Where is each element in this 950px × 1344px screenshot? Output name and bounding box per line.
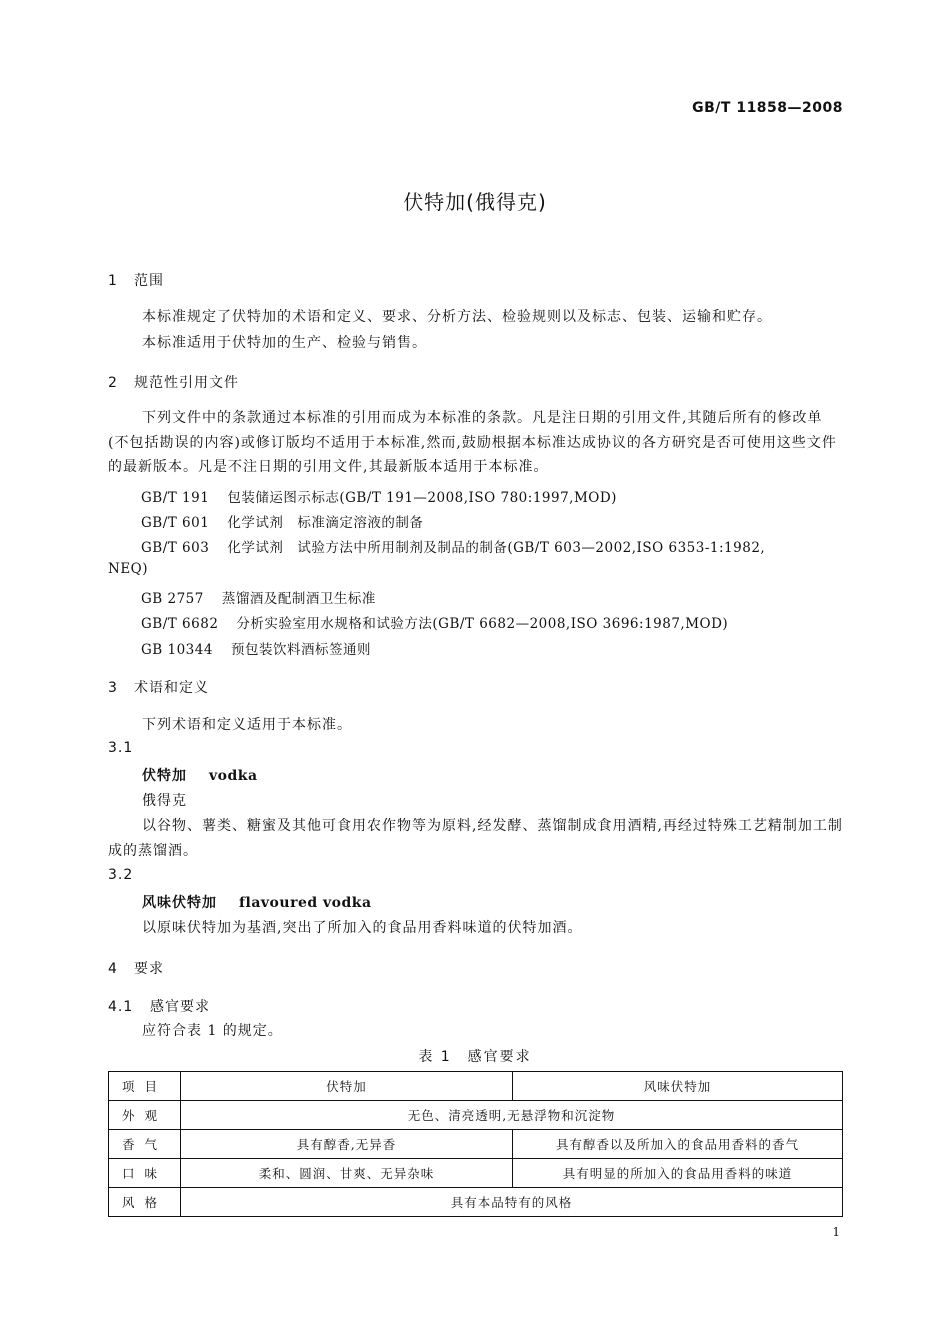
- table-cell-item: 香气: [109, 1130, 181, 1159]
- sensory-requirements-table: [108, 1071, 843, 1217]
- table-header-row: [109, 1072, 843, 1101]
- reference-item: [141, 486, 617, 506]
- paragraph: 应符合表 1 的规定。: [142, 1023, 283, 1039]
- reference-title: 预包装饮料酒标签通则: [230, 642, 371, 658]
- paragraph: 下列术语和定义适用于本标准。: [142, 717, 352, 733]
- term-chinese: 伏特加: [142, 768, 187, 784]
- term-definition: 以原味伏特加为基酒,突出了所加入的食品用香料味道的伏特加酒。: [142, 920, 583, 936]
- table-row: [109, 1159, 843, 1188]
- section-number: 1: [108, 273, 118, 289]
- term-synonym: 俄得克: [142, 793, 187, 809]
- reference-title: 分析实验室用水规格和试验方法(GB/T 6682—2008,ISO 3696:1987,MOD): [236, 616, 729, 632]
- reference-continuation: NEQ): [108, 561, 149, 577]
- subsection-title: 感官要求: [150, 999, 210, 1015]
- reference-code: GB 10344: [141, 642, 213, 658]
- table-cell-item: 口味: [109, 1159, 181, 1188]
- reference-title: 化学试剂 标准滴定溶液的制备: [227, 515, 424, 531]
- table-row: [109, 1101, 843, 1130]
- table-cell: 具有明显的所加入的食品用香料的味道: [513, 1159, 843, 1188]
- table-caption: 表 1 感官要求: [418, 1049, 532, 1065]
- reference-item: [141, 536, 765, 556]
- paragraph: 本标准规定了伏特加的术语和定义、要求、分析方法、检验规则以及标志、包装、运输和贮存。: [142, 309, 772, 325]
- term-english: vodka: [209, 768, 258, 784]
- reference-code: GB/T 601: [141, 515, 210, 531]
- table-cell-merged: 无色、清亮透明,无悬浮物和沉淀物: [181, 1101, 843, 1130]
- standard-code: GB/T 11858—2008: [692, 100, 843, 116]
- section-title: 范围: [134, 273, 164, 289]
- reference-item: [141, 612, 728, 632]
- table-header-cell: 项目: [109, 1072, 181, 1101]
- table-cell-item: 风格: [109, 1188, 181, 1217]
- term-entry: [142, 892, 372, 912]
- reference-code: GB/T 6682: [141, 616, 219, 632]
- reference-item: [141, 511, 423, 531]
- section-number: 2: [108, 375, 118, 391]
- term-entry: [142, 765, 258, 785]
- reference-item: [141, 587, 376, 607]
- section-4-heading: [108, 958, 164, 978]
- document-title: 伏特加(俄得克): [403, 190, 547, 214]
- table-row: [109, 1130, 843, 1159]
- section-title: 术语和定义: [134, 680, 209, 696]
- reference-title: 蒸馏酒及配制酒卫生标准: [221, 591, 376, 607]
- term-english: flavoured vodka: [239, 895, 372, 911]
- reference-code: GB/T 603: [141, 540, 210, 556]
- section-3-heading: [108, 677, 209, 697]
- term-chinese: 风味伏特加: [142, 895, 217, 911]
- section-2-heading: [108, 372, 239, 392]
- table-cell: 具有醇香以及所加入的食品用香料的香气: [513, 1130, 843, 1159]
- reference-code: GB 2757: [141, 591, 204, 607]
- subsection-4-1-heading: [108, 996, 210, 1016]
- term-number: 3.2: [108, 867, 134, 883]
- reference-code: GB/T 191: [141, 490, 210, 506]
- table-cell-item: 外观: [109, 1101, 181, 1130]
- paragraph: 下列文件中的条款通过本标准的引用而成为本标准的条款。凡是注日期的引用文件,其随后所有的修改单(不包括勘误的内容)或修订版均不适用于本标准,然而,鼓励根据本标准达成协议的各方研究是否可使用这些文件的最新版本。凡是不注日期的引用文件,其最新版本适用于本标准。: [108, 410, 837, 475]
- table-cell: 具有醇香,无异香: [181, 1130, 513, 1159]
- table-header-cell: 伏特加: [181, 1072, 513, 1101]
- reference-title: 化学试剂 试验方法中所用制剂及制品的制备(GB/T 603—2002,ISO 6353-1:1982,: [227, 540, 766, 556]
- paragraph: 本标准适用于伏特加的生产、检验与销售。: [142, 335, 427, 351]
- subsection-number: 4.1: [108, 999, 134, 1015]
- table-cell: 柔和、圆润、甘爽、无异杂味: [181, 1159, 513, 1188]
- section-number: 3: [108, 680, 118, 696]
- table-row: [109, 1188, 843, 1217]
- section-1-heading: [108, 270, 164, 290]
- table-header-cell: 风味伏特加: [513, 1072, 843, 1101]
- table-cell-merged: 具有本品特有的风格: [181, 1188, 843, 1217]
- reference-item: [141, 638, 371, 658]
- term-number: 3.1: [108, 740, 134, 756]
- reference-title: 包装储运图示标志(GB/T 191—2008,ISO 780:1997,MOD): [227, 490, 617, 506]
- section-number: 4: [108, 961, 118, 977]
- page-number: 1: [832, 1225, 840, 1239]
- term-definition: 以谷物、薯类、糖蜜及其他可食用农作物等为原料,经发酵、蒸馏制成食用酒精,再经过特殊工艺精制加工制成的蒸馏酒。: [108, 818, 843, 859]
- section-title: 要求: [134, 961, 164, 977]
- section-title: 规范性引用文件: [134, 375, 239, 391]
